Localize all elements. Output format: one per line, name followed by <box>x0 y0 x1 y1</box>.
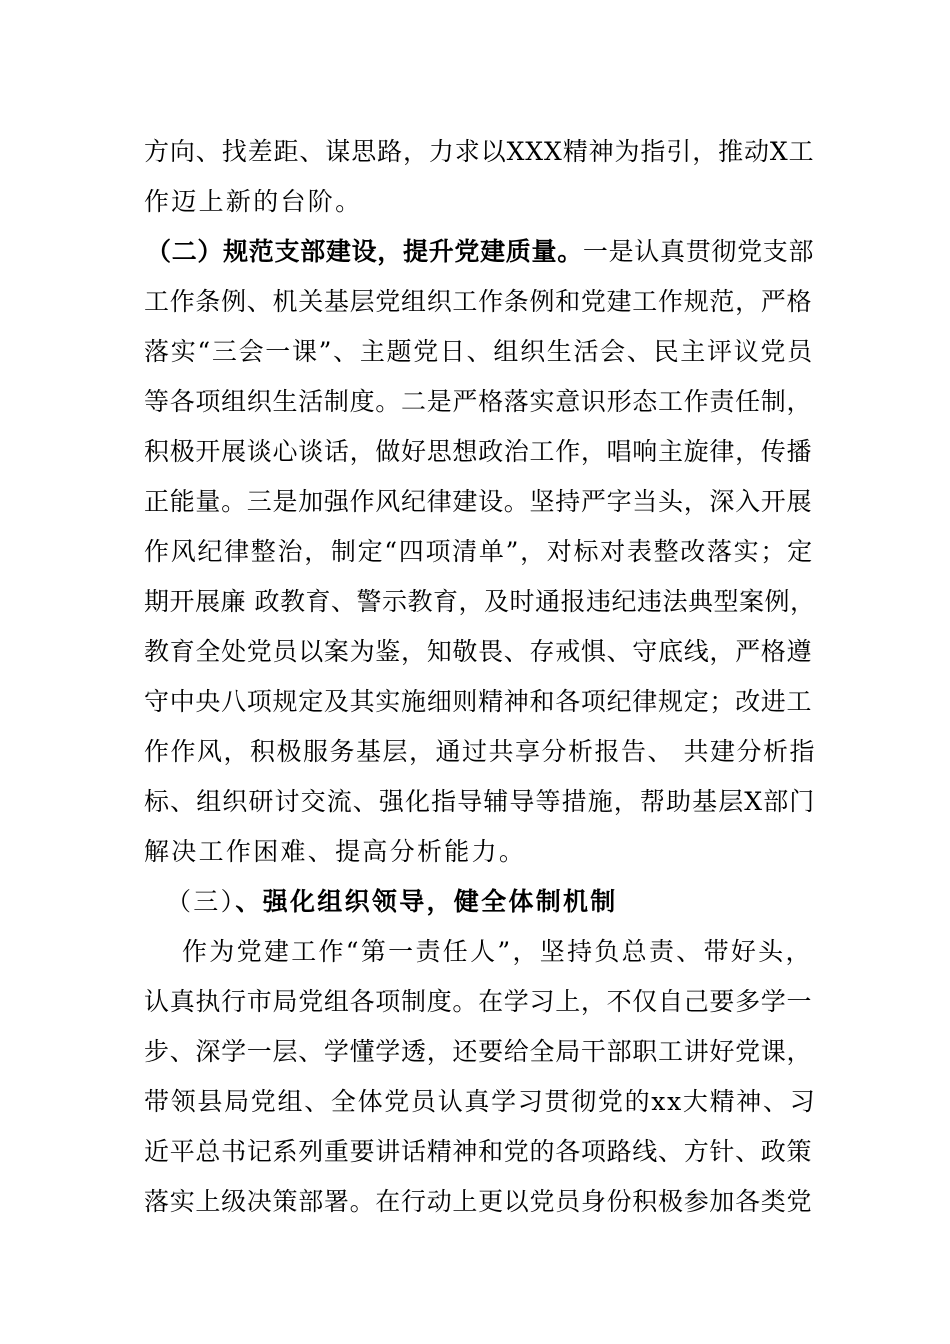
text-segment: 近平总书记系列重要讲话精神和党的各项路线、方针、政策 <box>144 1137 813 1166</box>
text-line <box>144 685 812 719</box>
text-line <box>144 185 362 219</box>
text-segment: 落实“三会一课”、主题党日、组织生活会、民主评议党员 <box>144 337 814 366</box>
heading-text: 、强化组织领导，健全体制机制 <box>235 887 618 916</box>
text-line <box>144 485 812 519</box>
text-segment: 正能量。三是加强作风纪律建设。坚持严字当头，深入开展 <box>144 487 813 516</box>
section-heading-2 <box>146 235 814 269</box>
heading-text: （二）规范支部建设，提升党建质量。 <box>146 237 583 266</box>
text-segment: 解决工作困难、提高分析能力。 <box>144 837 527 866</box>
text-line <box>144 1085 816 1119</box>
text-line <box>144 1185 812 1219</box>
text-segment: 期开展廉 政教育、警示教育，及时通报违纪违法典型案例， <box>144 587 816 616</box>
heading-number: （三） <box>166 887 236 916</box>
text-line <box>144 635 812 669</box>
text-segment: 方向、找差距、谋思路，力求以XXX精神为指引，推动X工 <box>144 137 815 166</box>
text-line <box>144 985 812 1019</box>
text-segment: 认真执行市局党组各项制度。在学习上，不仅自己要多学一 <box>144 987 813 1016</box>
text-line <box>144 585 815 619</box>
text-segment: 作为党建工作“第一责任人”，坚持负总责、带好头， <box>182 937 813 966</box>
text-segment: 工作条例、机关基层党组织工作条例和党建工作规范，严格 <box>144 287 813 316</box>
text-line <box>144 385 812 419</box>
text-line <box>144 285 812 319</box>
text-segment: 作迈上新的台阶。 <box>144 187 363 216</box>
text-line <box>144 735 816 769</box>
text-line <box>144 1035 812 1069</box>
text-segment: 标、组织研讨交流、强化指导辅导等措施，帮助基层X部门 <box>144 787 816 816</box>
text-segment: 落实上级决策部署。在行动上更以党员身份积极参加各类党 <box>144 1187 813 1216</box>
text-line <box>144 135 815 169</box>
text-segment: 步、深学一层、学懂学透，还要给全局干部职工讲好党课， <box>144 1037 813 1066</box>
text-line <box>144 335 814 369</box>
text-segment: 作作风，积极服务基层，通过共享分析报告、 共建分析指 <box>144 737 816 766</box>
text-segment: 教育全处党员以案为鉴，知敬畏、存戒惧、守底线，严格遵 <box>144 637 813 666</box>
text-line <box>144 435 812 469</box>
text-segment: 等各项组织生活制度。二是严格落实意识形态工作责任制， <box>144 387 813 416</box>
section-heading-3 <box>166 885 618 919</box>
text-segment: 积极开展谈心谈话，做好思想政治工作，唱响主旋律，传播 <box>144 437 813 466</box>
text-line <box>144 835 526 869</box>
text-segment: 带领县局党组、全体党员认真学习贯彻党的xx大精神、习 <box>144 1087 817 1116</box>
text-line <box>144 785 815 819</box>
text-segment: 守中央八项规定及其实施细则精神和各项纪律规定；改进工 <box>144 687 813 716</box>
text-segment: 一是认真贯彻党支部 <box>582 237 815 266</box>
text-line <box>144 535 814 569</box>
text-segment: 作风纪律整治，制定“四项清单”，对标对表整改落实；定 <box>144 537 814 566</box>
text-line <box>144 1135 812 1169</box>
paragraph-first-line <box>182 935 813 969</box>
